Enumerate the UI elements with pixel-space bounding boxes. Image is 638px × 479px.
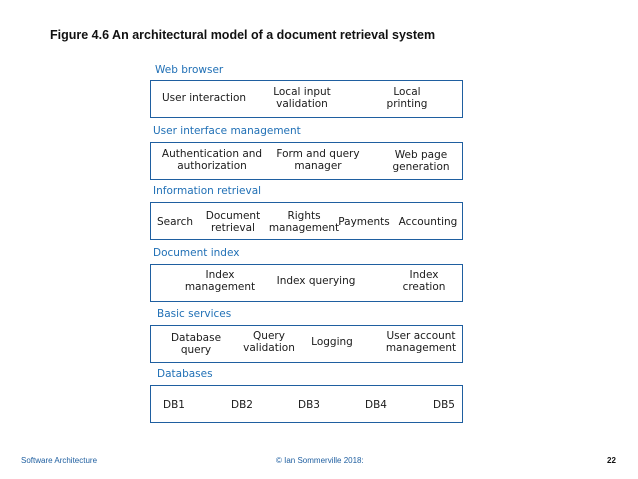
component-web-page-generation: Web page generation: [392, 149, 450, 173]
component-user-account-management: User account management: [385, 330, 457, 354]
footer-course-name: Software Architecture: [21, 456, 98, 465]
component-query-validation: Query validation: [243, 330, 295, 354]
layer-label-user-interface-management: User interface management: [153, 125, 301, 137]
component-authentication-and-authorization: Authentication and authorization: [161, 148, 263, 172]
component-document-retrieval: Document retrieval: [205, 210, 261, 234]
component-db3: DB3: [298, 399, 320, 411]
component-local-printing: Local printing: [386, 86, 428, 110]
component-user-interaction: User interaction: [161, 92, 247, 104]
component-local-input-validation: Local input validation: [273, 86, 331, 110]
component-db1: DB1: [163, 399, 185, 411]
component-accounting: Accounting: [398, 216, 458, 228]
layer-box-web-browser: [150, 80, 463, 118]
footer-copyright: © Ian Sommerville 2018:: [276, 456, 364, 465]
layer-label-document-index: Document index: [153, 247, 240, 259]
component-db2: DB2: [231, 399, 253, 411]
component-database-query: Database query: [170, 332, 222, 356]
layer-box-information-retrieval: [150, 202, 463, 240]
component-rights-management: Rights management: [268, 210, 340, 234]
footer-page-number: 22: [607, 456, 616, 465]
component-payments: Payments: [338, 216, 390, 228]
layer-box-databases: [150, 385, 463, 423]
layer-box-basic-services: [150, 325, 463, 363]
layer-label-web-browser: Web browser: [155, 64, 224, 76]
component-index-querying: Index querying: [276, 275, 356, 287]
component-index-creation: Index creation: [402, 269, 446, 293]
layer-label-databases: Databases: [157, 368, 213, 380]
layer-box-document-index: [150, 264, 463, 302]
layer-label-basic-services: Basic services: [157, 308, 232, 320]
component-db5: DB5: [433, 399, 455, 411]
component-db4: DB4: [365, 399, 387, 411]
layer-label-information-retrieval: Information retrieval: [153, 185, 262, 197]
component-index-management: Index management: [184, 269, 256, 293]
figure-title: Figure 4.6 An architectural model of a document retrieval system: [50, 28, 436, 42]
component-form-and-query-manager: Form and query manager: [276, 148, 360, 172]
layer-box-user-interface-management: [150, 142, 463, 180]
component-logging: Logging: [311, 336, 353, 348]
component-search: Search: [156, 216, 194, 228]
